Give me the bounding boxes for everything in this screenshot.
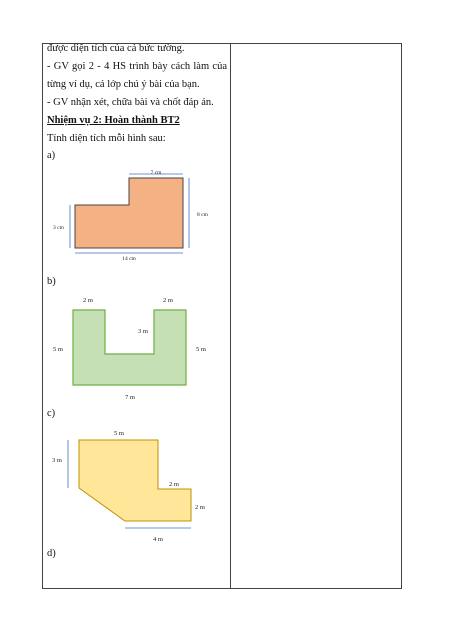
figure-a bbox=[53, 170, 209, 262]
figure-b-right-top-label: 2 m bbox=[163, 297, 173, 304]
task-heading: Nhiệm vụ 2: Hoàn thành BT2 bbox=[47, 115, 180, 126]
label-d: d) bbox=[47, 548, 56, 559]
text-line-3: từng ví dụ, cả lớp chú ý bài của bạn. bbox=[47, 79, 200, 90]
text-line-1: được diện tích của cả bức tường. bbox=[47, 43, 185, 54]
figure-c-step-width-label: 2 m bbox=[169, 481, 179, 488]
figure-b-shape bbox=[73, 310, 186, 385]
figure-a-bottom-label: 14 cm bbox=[122, 256, 136, 262]
figure-c-left-label: 3 m bbox=[52, 457, 62, 464]
figure-c-bottom-label: 4 m bbox=[153, 536, 163, 543]
figure-a-left-label: 3 cm bbox=[53, 225, 64, 231]
figure-a-top-label: 7 cm bbox=[150, 170, 162, 176]
figure-b-notch-label: 3 m bbox=[138, 328, 148, 335]
label-b: b) bbox=[47, 276, 56, 287]
figure-c-step-height-label: 2 m bbox=[195, 504, 205, 511]
figure-b bbox=[53, 297, 206, 401]
instruction-text: Tính diện tích mỗi hình sau: bbox=[47, 133, 166, 144]
figure-c bbox=[52, 430, 205, 543]
figure-b-right-label: 5 m bbox=[196, 346, 206, 353]
figure-b-left-label: 5 m bbox=[53, 346, 63, 353]
label-c: c) bbox=[47, 408, 56, 419]
label-a: a) bbox=[47, 150, 56, 161]
text-line-4: - GV nhận xét, chữa bài và chốt đáp án. bbox=[47, 97, 214, 108]
figure-a-right-label: 8 cm bbox=[197, 212, 208, 218]
figure-b-bottom-label: 7 m bbox=[125, 394, 135, 401]
figure-b-left-top-label: 2 m bbox=[83, 297, 93, 304]
text-line-2: - GV gọi 2 - 4 HS trình bày cách làm của bbox=[47, 61, 227, 72]
figure-c-top-label: 5 m bbox=[114, 430, 124, 437]
figure-a-shape bbox=[75, 178, 183, 248]
